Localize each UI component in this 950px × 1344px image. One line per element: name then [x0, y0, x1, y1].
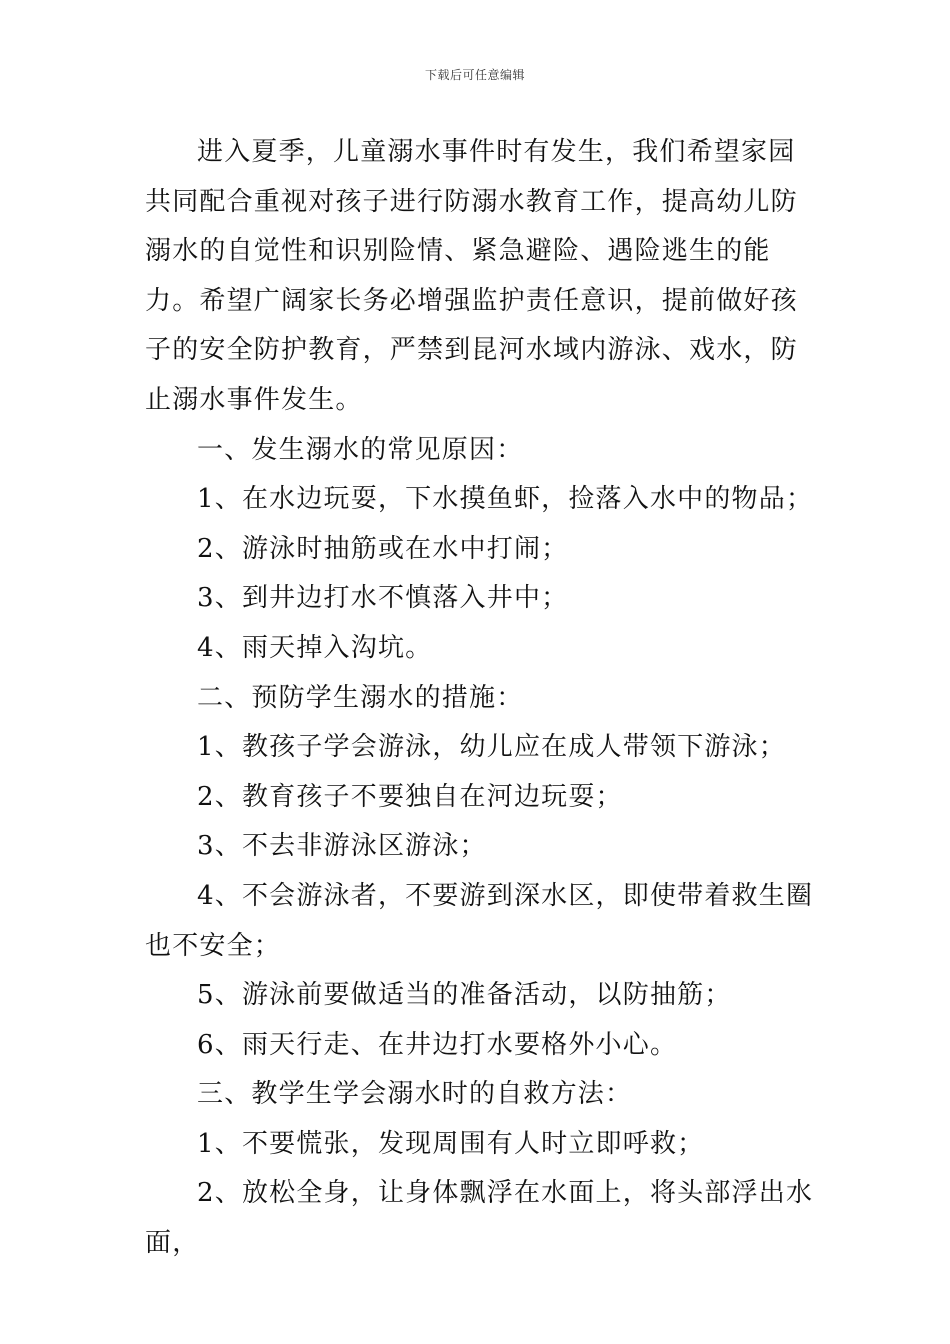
list-item: 5、游泳前要做适当的准备活动，以防抽筋； — [197, 980, 732, 1011]
list-item: 2、放松全身，让身体飘浮在水面上，将头部浮出水面， — [145, 1178, 814, 1259]
list-item: 1、教孩子学会游泳，幼儿应在成人带领下游泳； — [197, 732, 786, 763]
list-item: 1、不要慌张，发现周围有人时立即呼救； — [197, 1128, 705, 1159]
list-item: 6、雨天行走、在井边打水要格外小心。 — [197, 1029, 678, 1060]
list-item: 4、雨天掉入沟坑。 — [197, 632, 433, 663]
section-heading-causes: 一、发生溺水的常见原因： — [197, 434, 524, 465]
document-body — [145, 128, 817, 1269]
intro-paragraph: 进入夏季，儿童溺水事件时有发生，我们希望家园共同配合重视对孩子进行防溺水教育工作，提高幼儿防溺水的自觉性和识别险情、紧急避险、遇险逃生的能力。希望广阔家长务必增强监护责任意识，提前做好孩子的安全防护教育，严禁到昆河水域内游泳、戏水，防止溺水事件发生。 — [145, 137, 798, 415]
list-item: 3、到井边打水不慎落入井中； — [197, 583, 569, 614]
list-item: 1、在水边玩耍，下水摸鱼虾，捡落入水中的物品； — [197, 484, 814, 515]
list-item: 4、不会游泳者，不要游到深水区，即使带着救生圈也不安全； — [145, 880, 814, 961]
list-item: 2、游泳时抽筋或在水中打闹； — [197, 533, 569, 564]
list-item: 3、不去非游泳区游泳； — [197, 831, 487, 862]
page-header: 下载后可任意编辑 — [424, 68, 525, 82]
section-heading-prevention: 二、预防学生溺水的措施： — [197, 682, 524, 713]
section-heading-self-rescue: 三、教学生学会溺水时的自救方法： — [197, 1079, 633, 1110]
list-item: 2、教育孩子不要独自在河边玩耍； — [197, 781, 623, 812]
